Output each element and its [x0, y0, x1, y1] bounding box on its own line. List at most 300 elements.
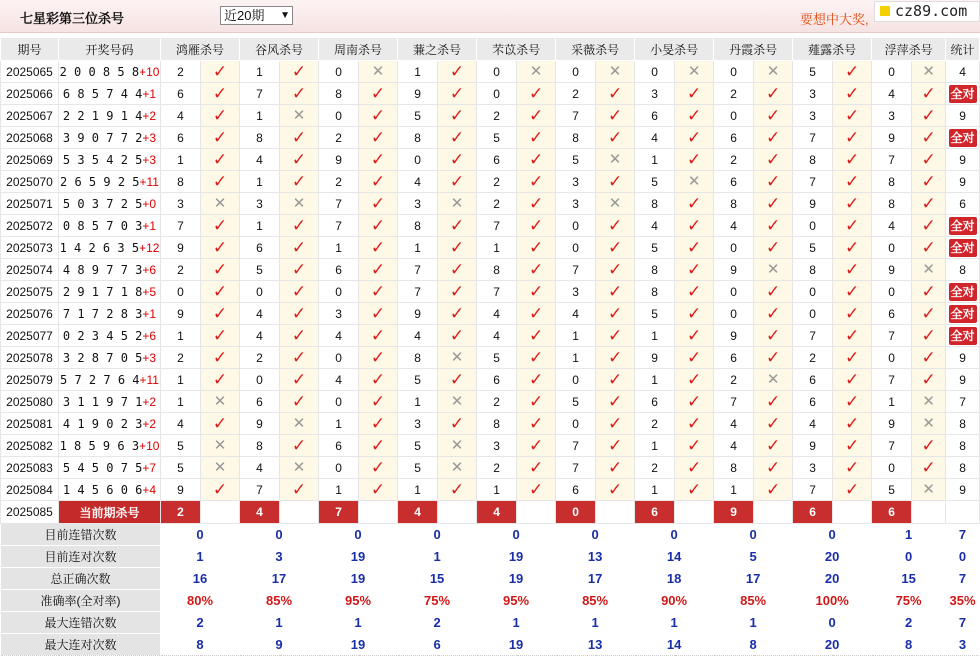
kill-value: 0: [556, 369, 596, 391]
kill-value: 8: [319, 83, 359, 105]
check-icon: ✓: [921, 172, 936, 191]
issue-number: 2025073: [1, 237, 59, 259]
result-mark-cell: [517, 325, 556, 347]
result-mark-cell: [280, 259, 319, 281]
check-icon: ✓: [765, 194, 781, 213]
result-mark-cell: [833, 237, 872, 259]
check-icon: ✓: [212, 128, 228, 147]
check-icon: ✓: [845, 370, 860, 389]
result-mark-cell: [438, 237, 477, 259]
check-icon: ✓: [528, 414, 544, 433]
summary-value: 0: [161, 524, 240, 546]
draw-digits: 2 2 1 9 1 4: [62, 108, 143, 123]
draw-suffix: +11: [139, 174, 159, 189]
kill-value: 0: [556, 237, 596, 259]
summary-value: 95%: [319, 590, 398, 612]
kill-value: 5: [556, 149, 596, 171]
result-mark-cell: [833, 281, 872, 303]
kill-value: 4: [477, 303, 517, 325]
result-mark-cell: [359, 193, 398, 215]
check-icon: ✓: [212, 106, 228, 125]
result-mark-cell: [359, 171, 398, 193]
check-icon: ✓: [528, 458, 544, 477]
all-correct-badge: 全对: [950, 130, 975, 145]
check-icon: ✓: [921, 436, 936, 455]
draw-suffix: +1: [142, 218, 157, 233]
period-select[interactable]: [220, 6, 293, 25]
stat-value: 9: [959, 108, 966, 123]
draw-numbers: [59, 171, 161, 193]
kill-value: 2: [240, 347, 280, 369]
check-icon: ✓: [607, 480, 623, 499]
check-icon: ✓: [449, 84, 465, 103]
kill-value: 1: [635, 325, 675, 347]
result-mark-cell: [675, 303, 714, 325]
summary-value: 1: [240, 612, 319, 634]
summary-value: 0: [714, 524, 793, 546]
kill-value: 9: [398, 83, 438, 105]
kill-value: 0: [872, 237, 912, 259]
summary-value: 1: [319, 612, 398, 634]
result-mark-cell: [359, 281, 398, 303]
issue-number: 2025066: [1, 83, 59, 105]
draw-suffix: +6: [142, 328, 157, 343]
kill-value: 8: [872, 171, 912, 193]
summary-value: 15: [872, 568, 946, 590]
table-row: [1, 83, 980, 105]
draw-numbers: [59, 435, 161, 457]
current-blank: [517, 501, 556, 524]
result-mark-cell: [438, 61, 477, 83]
result-mark-cell: [596, 325, 635, 347]
result-mark-cell: [754, 281, 793, 303]
all-correct-badge: 全对: [950, 284, 975, 299]
check-icon: ✓: [845, 172, 860, 191]
cross-icon: ✕: [608, 195, 622, 212]
result-mark-cell: [675, 215, 714, 237]
result-mark-cell: [438, 281, 477, 303]
kill-value: 7: [319, 193, 359, 215]
result-mark-cell: [596, 303, 635, 325]
check-icon: ✓: [607, 172, 623, 191]
check-icon: ✓: [212, 216, 228, 235]
kill-value: 7: [793, 325, 833, 347]
result-mark-cell: [201, 457, 240, 479]
table-header: [1, 38, 980, 61]
check-icon: ✓: [765, 414, 781, 433]
draw-digits: 0 2 3 4 5 2: [62, 328, 143, 343]
table-row: [1, 61, 980, 83]
kill-value: 9: [161, 303, 201, 325]
kill-value: 9: [161, 237, 201, 259]
table-row: [1, 237, 980, 259]
kill-value: 8: [240, 127, 280, 149]
kill-value: 5: [793, 61, 833, 83]
cross-icon: ✕: [922, 481, 935, 498]
check-icon: ✓: [686, 480, 702, 499]
kill-value: 0: [793, 215, 833, 237]
column-header: 浮萍杀号: [872, 38, 946, 61]
check-icon: ✓: [528, 84, 544, 103]
kill-value: 4: [556, 303, 596, 325]
stat-cell: [946, 435, 980, 457]
result-mark-cell: [912, 193, 946, 215]
kill-value: 1: [240, 171, 280, 193]
draw-numbers: [59, 369, 161, 391]
summary-value: 2: [161, 612, 240, 634]
summary-value: 16: [161, 568, 240, 590]
summary-value: 85%: [556, 590, 635, 612]
kill-value: 0: [635, 61, 675, 83]
issue-number: 2025079: [1, 369, 59, 391]
summary-value: 75%: [398, 590, 477, 612]
summary-value: 2: [872, 612, 946, 634]
result-mark-cell: [280, 105, 319, 127]
result-mark-cell: [280, 369, 319, 391]
draw-digits: 2 0 0 8 5 8: [59, 64, 140, 79]
result-mark-cell: [833, 457, 872, 479]
kill-value: 2: [319, 127, 359, 149]
cross-icon: ✕: [450, 437, 464, 454]
summary-value: 15: [398, 568, 477, 590]
check-icon: ✓: [528, 370, 544, 389]
summary-label: 目前连错次数: [1, 524, 161, 546]
kill-value: 1: [240, 215, 280, 237]
summary-value: 19: [319, 634, 398, 656]
check-icon: ✓: [370, 414, 386, 433]
draw-digits: 1 4 2 6 3 5: [59, 240, 140, 255]
current-kill-value: 9: [714, 501, 754, 524]
result-mark-cell: [596, 259, 635, 281]
kill-value: 9: [872, 413, 912, 435]
summary-value: 1: [872, 524, 946, 546]
kill-value: 3: [556, 193, 596, 215]
check-icon: ✓: [686, 304, 702, 323]
current-kill-value: 7: [319, 501, 359, 524]
check-icon: ✓: [845, 194, 860, 213]
table-row: [1, 479, 980, 501]
check-icon: ✓: [845, 128, 860, 147]
check-icon: ✓: [921, 194, 936, 213]
kill-value: 9: [872, 127, 912, 149]
stat-cell: [946, 457, 980, 479]
result-mark-cell: [438, 303, 477, 325]
result-mark-cell: [754, 457, 793, 479]
issue-number: 2025083: [1, 457, 59, 479]
kill-value: 2: [635, 457, 675, 479]
draw-suffix: +11: [139, 372, 159, 387]
stat-value: 8: [959, 438, 966, 453]
check-icon: ✓: [921, 106, 936, 125]
chevron-down-icon: ▼: [280, 10, 290, 21]
column-header: 芣苡杀号: [477, 38, 556, 61]
summary-value: 1: [635, 612, 714, 634]
kill-value: 6: [240, 391, 280, 413]
result-mark-cell: [438, 347, 477, 369]
kill-value: 7: [556, 457, 596, 479]
check-icon: ✓: [845, 84, 860, 103]
kill-value: 9: [714, 259, 754, 281]
result-mark-cell: [912, 105, 946, 127]
result-mark-cell: [280, 193, 319, 215]
kill-value: 0: [714, 105, 754, 127]
kill-value: 1: [398, 61, 438, 83]
kill-value: 7: [240, 83, 280, 105]
summary-rows: [1, 524, 980, 656]
kill-value: 0: [161, 281, 201, 303]
summary-value: 2: [398, 612, 477, 634]
result-mark-cell: [833, 391, 872, 413]
kill-value: 6: [477, 369, 517, 391]
kill-value: 0: [872, 457, 912, 479]
result-mark-cell: [517, 413, 556, 435]
result-mark-cell: [280, 435, 319, 457]
kill-value: 8: [793, 259, 833, 281]
draw-suffix: +4: [142, 482, 157, 497]
check-icon: ✓: [291, 436, 307, 455]
kill-value: 1: [319, 237, 359, 259]
summary-value: 3: [240, 546, 319, 568]
check-icon: ✓: [686, 260, 702, 279]
kill-value: 1: [398, 479, 438, 501]
draw-suffix: +0: [142, 196, 157, 211]
summary-stat: 3: [946, 634, 980, 656]
result-mark-cell: [912, 413, 946, 435]
check-icon: ✓: [921, 326, 936, 345]
kill-value: 6: [240, 237, 280, 259]
draw-suffix: +2: [142, 416, 157, 431]
check-icon: ✓: [607, 458, 623, 477]
stat-cell: [946, 215, 980, 237]
kill-value: 6: [556, 479, 596, 501]
kill-value: 8: [477, 259, 517, 281]
kill-value: 9: [793, 435, 833, 457]
result-mark-cell: [833, 369, 872, 391]
kill-value: 1: [161, 369, 201, 391]
summary-value: 1: [556, 612, 635, 634]
summary-label: 总正确次数: [1, 568, 161, 590]
result-mark-cell: [201, 259, 240, 281]
draw-numbers: [59, 127, 161, 149]
check-icon: ✓: [370, 348, 386, 367]
draw-suffix: +3: [142, 152, 157, 167]
cross-icon: ✕: [922, 393, 935, 410]
check-icon: ✓: [607, 238, 623, 257]
current-kill-row: [1, 501, 980, 524]
kill-value: 7: [872, 325, 912, 347]
draw-suffix: +2: [142, 108, 157, 123]
check-icon: ✓: [845, 326, 860, 345]
result-mark-cell: [438, 325, 477, 347]
result-mark-cell: [675, 369, 714, 391]
kill-value: 6: [793, 369, 833, 391]
check-icon: ✓: [370, 260, 386, 279]
current-kill-value: 6: [872, 501, 912, 524]
kill-value: 4: [714, 215, 754, 237]
result-mark-cell: [833, 193, 872, 215]
kill-value: 7: [556, 105, 596, 127]
result-mark-cell: [201, 347, 240, 369]
current-kill-value: 6: [635, 501, 675, 524]
kill-value: 1: [398, 237, 438, 259]
kill-value: 9: [398, 303, 438, 325]
result-mark-cell: [754, 347, 793, 369]
issue-number: 2025077: [1, 325, 59, 347]
cross-icon: ✕: [213, 459, 227, 476]
draw-digits: 2 6 5 9 2 5: [60, 174, 140, 189]
check-icon: ✓: [686, 458, 702, 477]
column-header: 采薇杀号: [556, 38, 635, 61]
result-mark-cell: [438, 479, 477, 501]
kill-value: 6: [319, 435, 359, 457]
draw-suffix: +3: [142, 130, 157, 145]
check-icon: ✓: [607, 370, 623, 389]
issue-number: 2025069: [1, 149, 59, 171]
site-logo[interactable]: [874, 1, 980, 22]
kill-value: 5: [635, 303, 675, 325]
table-row: [1, 105, 980, 127]
check-icon: ✓: [686, 106, 702, 125]
draw-suffix: +12: [139, 240, 160, 255]
kill-value: 6: [319, 259, 359, 281]
kill-value: 5: [398, 435, 438, 457]
kill-value: 6: [161, 127, 201, 149]
summary-value: 19: [319, 568, 398, 590]
summary-stat: 7: [946, 568, 980, 590]
kill-value: 2: [714, 369, 754, 391]
summary-label: 目前连对次数: [1, 546, 161, 568]
draw-numbers: [59, 325, 161, 347]
result-mark-cell: [912, 435, 946, 457]
kill-value: 5: [477, 127, 517, 149]
kill-value: 9: [793, 193, 833, 215]
result-mark-cell: [517, 215, 556, 237]
kill-value: 8: [714, 193, 754, 215]
result-mark-cell: [438, 215, 477, 237]
draw-numbers: [59, 281, 161, 303]
stat-value: 9: [959, 152, 966, 167]
check-icon: ✓: [212, 480, 228, 499]
cross-icon: ✕: [213, 393, 227, 410]
summary-label: 准确率(全对率): [1, 590, 161, 612]
check-icon: ✓: [449, 414, 465, 433]
kill-value: 6: [635, 105, 675, 127]
result-mark-cell: [912, 149, 946, 171]
kill-value: 0: [240, 369, 280, 391]
all-correct-badge: 全对: [950, 218, 975, 233]
draw-numbers: [59, 413, 161, 435]
result-mark-cell: [201, 171, 240, 193]
promo-text[interactable]: 要想中大奖,: [800, 12, 869, 27]
check-icon: ✓: [291, 348, 307, 367]
result-mark-cell: [280, 479, 319, 501]
check-icon: ✓: [370, 238, 386, 257]
kill-value: 0: [556, 413, 596, 435]
summary-value: 8: [161, 634, 240, 656]
kill-value: 0: [319, 105, 359, 127]
check-icon: ✓: [528, 128, 544, 147]
result-mark-cell: [201, 479, 240, 501]
check-icon: ✓: [845, 304, 860, 323]
summary-value: 75%: [872, 590, 946, 612]
kill-value: 7: [319, 215, 359, 237]
kill-value: 5: [398, 105, 438, 127]
check-icon: ✓: [921, 128, 936, 147]
table-row: [1, 391, 980, 413]
check-icon: ✓: [449, 128, 465, 147]
all-correct-badge: 全对: [950, 328, 975, 343]
check-icon: ✓: [686, 282, 702, 301]
kill-value: 7: [793, 127, 833, 149]
result-mark-cell: [754, 61, 793, 83]
draw-suffix: +6: [142, 262, 157, 277]
check-icon: ✓: [921, 216, 936, 235]
column-header: 开奖号码: [59, 38, 161, 61]
check-icon: ✓: [449, 260, 465, 279]
result-mark-cell: [912, 215, 946, 237]
result-mark-cell: [754, 259, 793, 281]
kill-value: 3: [477, 435, 517, 457]
result-mark-cell: [438, 83, 477, 105]
draw-numbers: [59, 303, 161, 325]
result-mark-cell: [675, 127, 714, 149]
draw-digits: 5 3 5 4 2 5: [62, 152, 143, 167]
all-correct-badge: 全对: [950, 306, 975, 321]
kill-value: 0: [319, 457, 359, 479]
kill-value: 7: [161, 215, 201, 237]
kill-value: 3: [635, 83, 675, 105]
kill-value: 2: [714, 149, 754, 171]
result-mark-cell: [359, 435, 398, 457]
check-icon: ✓: [370, 172, 386, 191]
kill-value: 8: [398, 127, 438, 149]
check-icon: ✓: [686, 370, 702, 389]
kill-value: 8: [714, 457, 754, 479]
stat-value: 8: [959, 262, 966, 277]
current-kill-value: 2: [161, 501, 201, 524]
check-icon: ✓: [212, 84, 228, 103]
check-icon: ✓: [686, 216, 702, 235]
kill-value: 4: [398, 171, 438, 193]
result-mark-cell: [359, 149, 398, 171]
check-icon: ✓: [921, 150, 936, 169]
current-blank: [754, 501, 793, 524]
check-icon: ✓: [845, 436, 860, 455]
kill-value: 5: [635, 237, 675, 259]
check-icon: ✓: [370, 392, 386, 411]
check-icon: ✓: [845, 480, 860, 499]
check-icon: ✓: [921, 238, 936, 257]
kill-value: 1: [398, 391, 438, 413]
summary-value: 18: [635, 568, 714, 590]
kill-value: 0: [319, 281, 359, 303]
kill-value: 3: [398, 413, 438, 435]
draw-digits: 4 8 9 7 7 3: [62, 262, 143, 277]
result-mark-cell: [359, 369, 398, 391]
stat-cell: [946, 83, 980, 105]
kill-value: 8: [872, 193, 912, 215]
kill-value: 3: [793, 83, 833, 105]
period-select-value: 近20期: [224, 8, 265, 23]
kill-value: 4: [872, 215, 912, 237]
summary-value: 85%: [714, 590, 793, 612]
kill-value: 8: [398, 215, 438, 237]
result-mark-cell: [438, 259, 477, 281]
kill-value: 8: [477, 413, 517, 435]
kill-value: 0: [714, 303, 754, 325]
kill-value: 0: [714, 61, 754, 83]
stat-cell: [946, 149, 980, 171]
